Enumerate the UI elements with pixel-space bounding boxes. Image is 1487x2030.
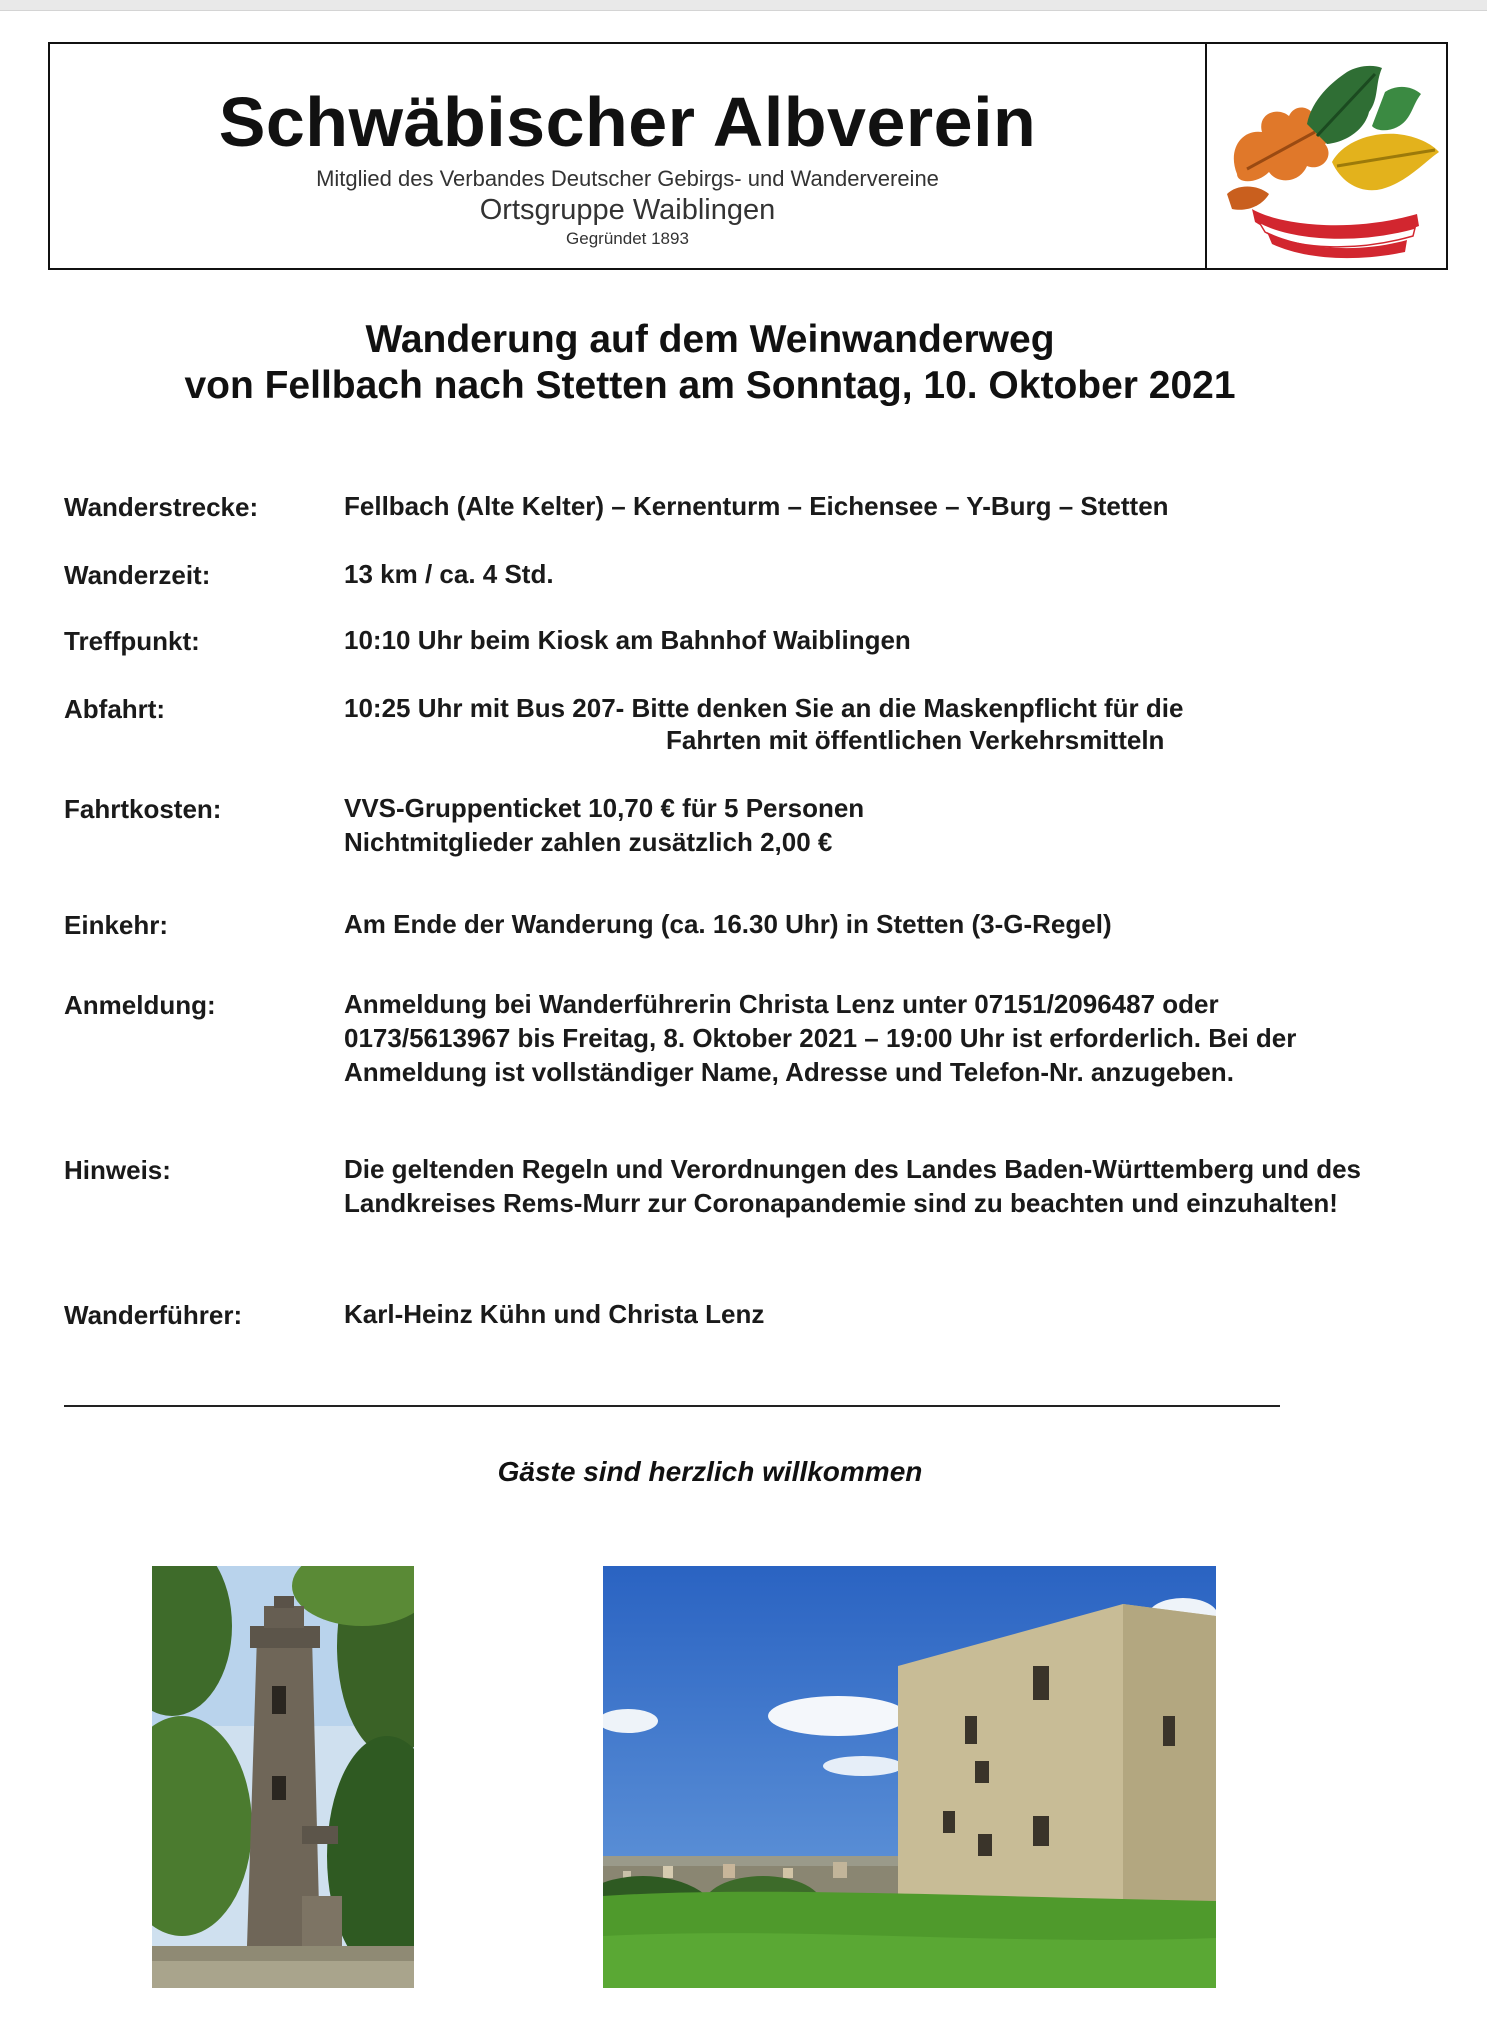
page-title-line2: von Fellbach nach Stetten am Sonntag, 10. Oktober 2021	[184, 364, 1236, 407]
wanderstrecke-label: Wanderstrecke:	[64, 492, 259, 522]
org-founded: Gegründet 1893	[566, 229, 689, 248]
org-subtitle: Mitglied des Verbandes Deutscher Gebirgs- und Wandervereine	[316, 166, 939, 191]
albverein-logo	[1207, 44, 1446, 268]
letterhead	[48, 42, 1448, 270]
anmeldung-label: Anmeldung:	[64, 990, 216, 1020]
treffpunkt-label: Treffpunkt:	[64, 626, 200, 656]
welcome-text: Gäste sind herzlich willkommen	[497, 1456, 923, 1487]
viewer-top-bar	[0, 0, 1487, 11]
wanderfuehrer-label: Wanderführer:	[64, 1300, 243, 1330]
letterhead-text	[50, 44, 1205, 268]
wanderstrecke-value: Fellbach (Alte Kelter) – Kernenturm – Eichensee – Y-Burg – Stetten	[344, 491, 1169, 521]
abfahrt-value-line1: 10:25 Uhr mit Bus 207- Bitte denken Sie an die Maskenpflicht für die	[344, 693, 1184, 723]
einkehr-label: Einkehr:	[64, 910, 169, 940]
org-name: Schwäbischer Albverein	[218, 83, 1037, 161]
hinweis-label: Hinweis:	[64, 1155, 171, 1185]
einkehr-value: Am Ende der Wanderung (ca. 16.30 Uhr) in Stetten (3-G-Regel)	[344, 909, 1112, 939]
abfahrt-value-line2: Fahrten mit öffentlichen Verkehrsmitteln	[666, 725, 1165, 755]
wanderzeit-label: Wanderzeit:	[64, 560, 211, 590]
org-group: Ortsgruppe Waiblingen	[479, 194, 776, 226]
fahrtkosten-value-line2: Nichtmitglieder zahlen zusätzlich 2,00 €	[344, 827, 833, 857]
wanderfuehrer-value: Karl-Heinz Kühn und Christa Lenz	[344, 1299, 765, 1329]
page-title-line1: Wanderung auf dem Weinwanderweg	[365, 318, 1055, 361]
yburg-photo	[603, 1566, 1216, 1988]
fahrtkosten-value-line1: VVS-Gruppenticket 10,70 € für 5 Personen	[344, 793, 865, 823]
fahrtkosten-label: Fahrtkosten:	[64, 794, 222, 824]
leaf-logo-icon	[1207, 44, 1446, 268]
hinweis-value: Die geltenden Regeln und Verordnungen des Landes Baden-Württemberg und des Landkreises Rems-Murr zur Coronapandemie sind zu beachten und einzuhalten!	[344, 1154, 1361, 1218]
kernenturm-photo	[152, 1566, 414, 1988]
separator-line	[64, 1405, 1280, 1407]
anmeldung-value: Anmeldung bei Wanderführerin Christa Lenz unter 07151/2096487 oder 0173/5613967 bis Freitag, 8. Oktober 2021 – 19:00 Uhr ist erforderlich. Bei der Anmeldung ist vollständiger Name, Adresse und Telefon-Nr. anzugeben.	[344, 989, 1297, 1087]
wanderzeit-value: 13 km / ca. 4 Std.	[344, 559, 554, 589]
treffpunkt-value: 10:10 Uhr beim Kiosk am Bahnhof Waiblingen	[344, 625, 911, 655]
abfahrt-label: Abfahrt:	[64, 694, 166, 724]
